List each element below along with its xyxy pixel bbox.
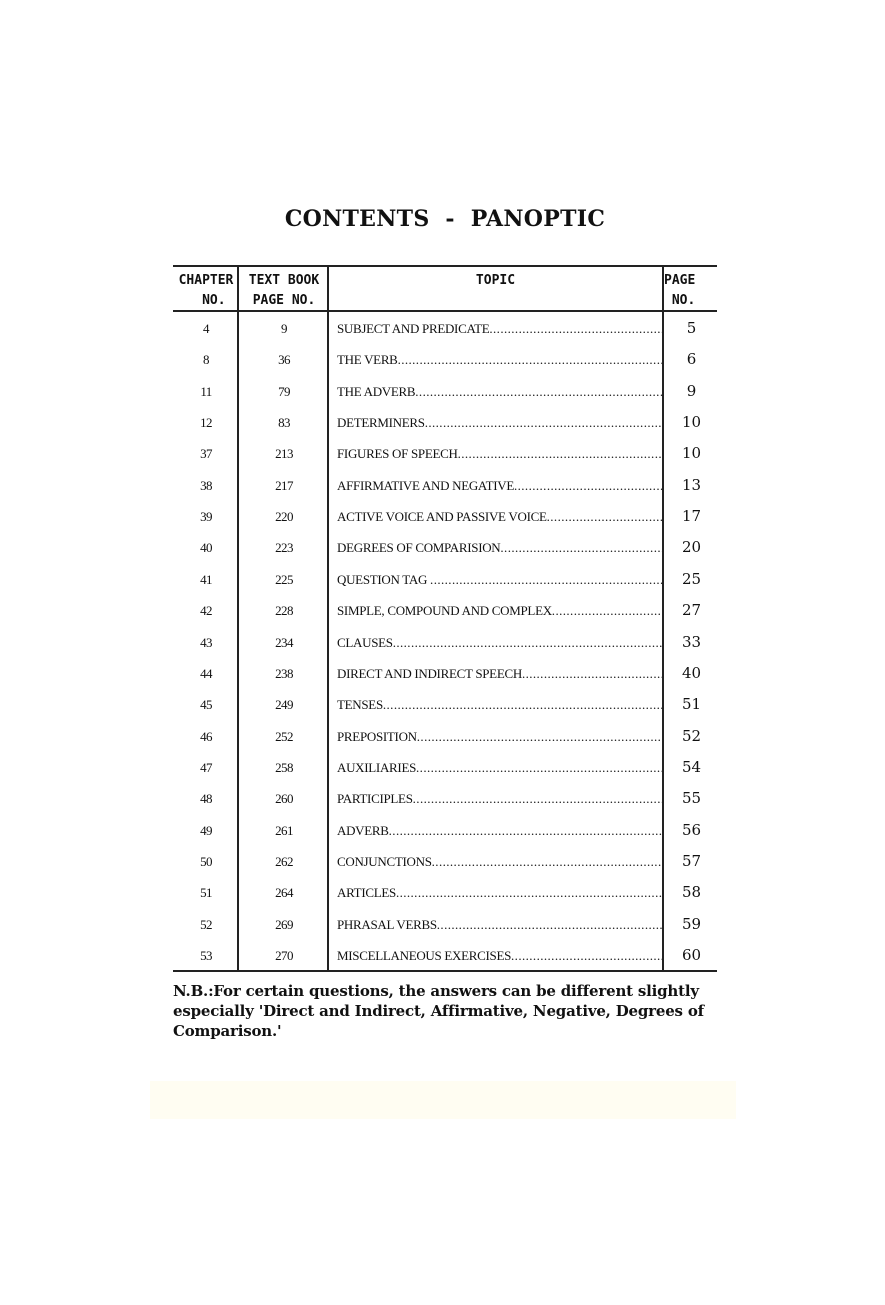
page-no: 59 (681, 914, 702, 933)
footer-band (150, 1081, 736, 1119)
chapter-no: 48 (200, 791, 212, 807)
chapter-no: 11 (200, 383, 212, 399)
page-no: 51 (681, 695, 702, 714)
page-no: 56 (681, 820, 702, 839)
chapter-no: 37 (200, 446, 212, 462)
topic: SUBJECT AND PREDICATE ..... (337, 313, 662, 344)
page-no: 52 (681, 726, 702, 745)
topic: QUESTION TAG ..... (337, 564, 662, 595)
table-row (173, 815, 717, 846)
header-page-no: PAGE NO. (664, 273, 696, 308)
table-row (173, 877, 717, 908)
header-topic: TOPIC (475, 273, 516, 288)
table-row (173, 909, 717, 940)
page-no: 17 (681, 507, 702, 526)
topic: DETERMINERS ..... (337, 407, 662, 438)
page-no: 60 (681, 946, 702, 964)
table-row (173, 627, 717, 658)
chapter-no: 12 (200, 415, 212, 431)
chapter-no: 47 (200, 759, 212, 775)
topic: ACTIVE VOICE AND PASSIVE VOICE ..... (337, 501, 662, 532)
table-row (173, 783, 717, 814)
table-row (173, 564, 717, 595)
table-row (173, 721, 717, 752)
chapter-no: 39 (200, 509, 212, 525)
textbook-page-no: 220 (275, 509, 293, 525)
chapter-no: 50 (200, 853, 212, 869)
topic: PARTICIPLES ..... (337, 783, 662, 814)
topic: CONJUNCTIONS ..... (337, 846, 662, 877)
textbook-page-no: 36 (278, 352, 290, 368)
table-row (173, 344, 717, 375)
textbook-page-no: 234 (275, 634, 293, 650)
page-no: 57 (681, 851, 702, 870)
topic: AFFIRMATIVE AND NEGATIVE ..... (337, 470, 662, 501)
chapter-no: 8 (203, 352, 209, 368)
page-no: 13 (681, 475, 702, 494)
page-title: CONTENTS - PANOPTIC (284, 206, 606, 232)
textbook-page-no: 269 (275, 916, 293, 932)
textbook-page-no: 9 (281, 321, 287, 336)
table-row (173, 438, 717, 469)
note: N.B.:For certain questions, the answers can be different slightly especially 'Direct and Indirect, Affirmative, Negative, Degrees of Comparison.' (173, 982, 704, 1040)
chapter-no: 42 (200, 603, 212, 619)
chapter-no: 38 (200, 477, 212, 493)
textbook-page-no: 260 (275, 791, 293, 807)
chapter-no: 41 (200, 571, 212, 587)
table-row (173, 846, 717, 877)
chapter-no: 46 (200, 728, 212, 744)
topic: DIRECT AND INDIRECT SPEECH ..... (337, 658, 662, 689)
topic: SIMPLE, COMPOUND AND COMPLEX ..... (337, 595, 662, 626)
textbook-page-no: 217 (275, 477, 293, 493)
topic: AUXILIARIES ..... (337, 752, 662, 783)
page-no: 27 (681, 601, 702, 620)
textbook-page-no: 225 (275, 571, 293, 587)
chapter-no: 43 (200, 634, 212, 650)
page-no: 25 (681, 569, 702, 588)
textbook-page-no: 223 (275, 540, 293, 556)
topic: CLAUSES ..... (337, 627, 662, 658)
topic: ARTICLES ..... (337, 877, 662, 908)
topic: THE VERB ..... (337, 344, 662, 375)
page-no: 40 (681, 663, 702, 682)
topic: DEGREES OF COMPARISION ..... (337, 532, 662, 563)
table-row (173, 501, 717, 532)
page-no: 6 (686, 350, 697, 369)
textbook-page-no: 270 (275, 948, 293, 963)
table-row (173, 658, 717, 689)
page-no: 58 (681, 883, 702, 902)
chapter-no: 45 (200, 697, 212, 713)
topic: ADVERB ..... (337, 815, 662, 846)
table-row (173, 313, 717, 344)
textbook-page-no: 79 (278, 383, 290, 399)
header-textbook-page-no: TEXT BOOK PAGE NO. (248, 273, 320, 308)
chapter-no: 52 (200, 916, 212, 932)
page-no: 55 (681, 789, 702, 808)
textbook-page-no: 258 (275, 759, 293, 775)
textbook-page-no: 83 (278, 415, 290, 431)
textbook-page-no: 238 (275, 665, 293, 681)
topic: PHRASAL VERBS ..... (337, 909, 662, 940)
page-no: 54 (681, 757, 702, 776)
chapter-no: 49 (200, 822, 212, 838)
page-no: 9 (686, 381, 697, 400)
topic: FIGURES OF SPEECH ..... (337, 438, 662, 469)
topic: TENSES ..... (337, 689, 662, 720)
header-chapter-no: CHAPTER NO. (178, 273, 234, 308)
textbook-page-no: 261 (275, 822, 293, 838)
table-row (173, 940, 717, 971)
page-no: 10 (681, 413, 702, 432)
chapter-no: 40 (200, 540, 212, 556)
chapter-no: 53 (200, 948, 212, 963)
chapter-no: 44 (200, 665, 212, 681)
topic: PREPOSITION ..... (337, 721, 662, 752)
textbook-page-no: 213 (275, 446, 293, 462)
contents-table (173, 265, 717, 972)
textbook-page-no: 249 (275, 697, 293, 713)
table-row (173, 595, 717, 626)
table-row (173, 532, 717, 563)
page-no: 33 (681, 632, 702, 651)
topic: THE ADVERB ..... (337, 376, 662, 407)
table-row (173, 752, 717, 783)
chapter-no: 51 (200, 885, 212, 901)
page-no: 10 (681, 444, 702, 463)
table-row (173, 376, 717, 407)
table-row (173, 689, 717, 720)
page-no: 5 (686, 319, 697, 337)
table-row (173, 470, 717, 501)
topic: MISCELLANEOUS EXERCISES ..... (337, 940, 662, 971)
textbook-page-no: 264 (275, 885, 293, 901)
chapter-no: 4 (203, 321, 209, 336)
textbook-page-no: 252 (275, 728, 293, 744)
table-row (173, 407, 717, 438)
textbook-page-no: 262 (275, 853, 293, 869)
textbook-page-no: 228 (275, 603, 293, 619)
page-no: 20 (681, 538, 702, 557)
